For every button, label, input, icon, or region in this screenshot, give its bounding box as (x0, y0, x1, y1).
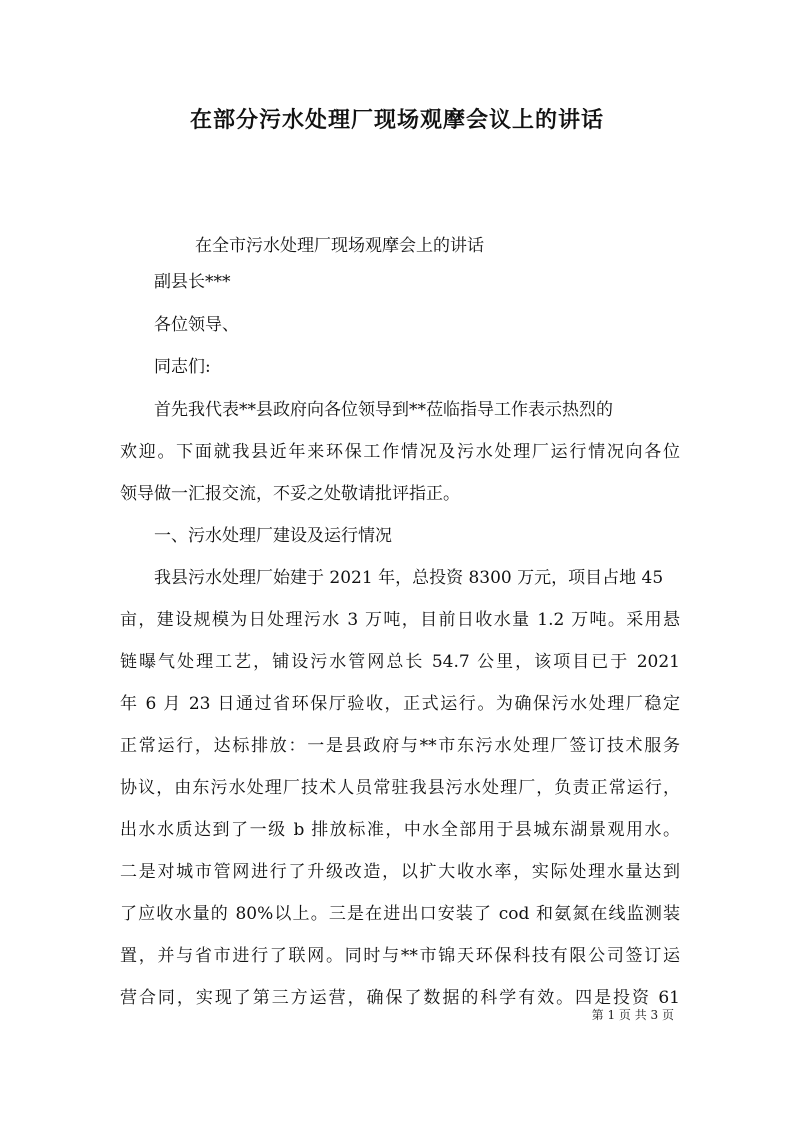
speaker-line: 副县长*** (154, 272, 231, 292)
paragraph-line: 置，并与省市进行了联网。同时与**市锦天环保科技有限公司签订运 (120, 946, 680, 966)
paragraph-line: 首先我代表**县政府向各位领导到**莅临指导工作表示热烈的 (154, 400, 613, 420)
paragraph-line: 年 6 月 23 日通过省环保厅验收，正式运行。为确保污水处理厂稳定 (120, 694, 680, 714)
speech-subtitle: 在全市污水处理厂现场观摩会上的讲话 (195, 236, 484, 256)
paragraph-line: 了应收水量的 80%以上。三是在进出口安装了 cod 和氨氮在线监测装 (120, 904, 680, 924)
paragraph-line: 链曝气处理工艺，铺设污水管网总长 54.7 公里，该项目已于 2021 (120, 652, 680, 672)
paragraph-line: 我县污水处理厂始建于 2021 年，总投资 8300 万元，项目占地 45 (154, 568, 664, 588)
page-number: 第 1 页 共 3 页 (591, 1008, 674, 1022)
document-title: 在部分污水处理厂现场观摩会议上的讲话 (189, 107, 604, 133)
paragraph-line: 协议，由东污水处理厂技术人员常驻我县污水处理厂，负责正常运行， (120, 778, 680, 798)
greeting-line-2: 同志们: (154, 357, 211, 377)
paragraph-line: 二是对城市管网进行了升级改造，以扩大收水率，实际处理水量达到 (120, 862, 680, 882)
paragraph-line: 亩，建设规模为日处理污水 3 万吨，目前日收水量 1.2 万吨。采用悬 (120, 610, 680, 630)
paragraph-line: 营合同，实现了第三方运营，确保了数据的科学有效。四是投资 61 (120, 988, 680, 1008)
paragraph-line: 欢迎。下面就我县近年来环保工作情况及污水处理厂运行情况向各位 (120, 442, 680, 462)
paragraph-line: 出水水质达到了一级 b 排放标准，中水全部用于县城东湖景观用水。 (120, 820, 680, 840)
paragraph-line: 正常运行，达标排放：一是县政府与**市东污水处理厂签订技术服务 (120, 736, 680, 756)
section-heading: 一、污水处理厂建设及运行情况 (154, 526, 392, 546)
greeting-line-1: 各位领导、 (154, 315, 239, 335)
paragraph-line: 领导做一汇报交流，不妥之处敬请批评指正。 (120, 484, 460, 504)
